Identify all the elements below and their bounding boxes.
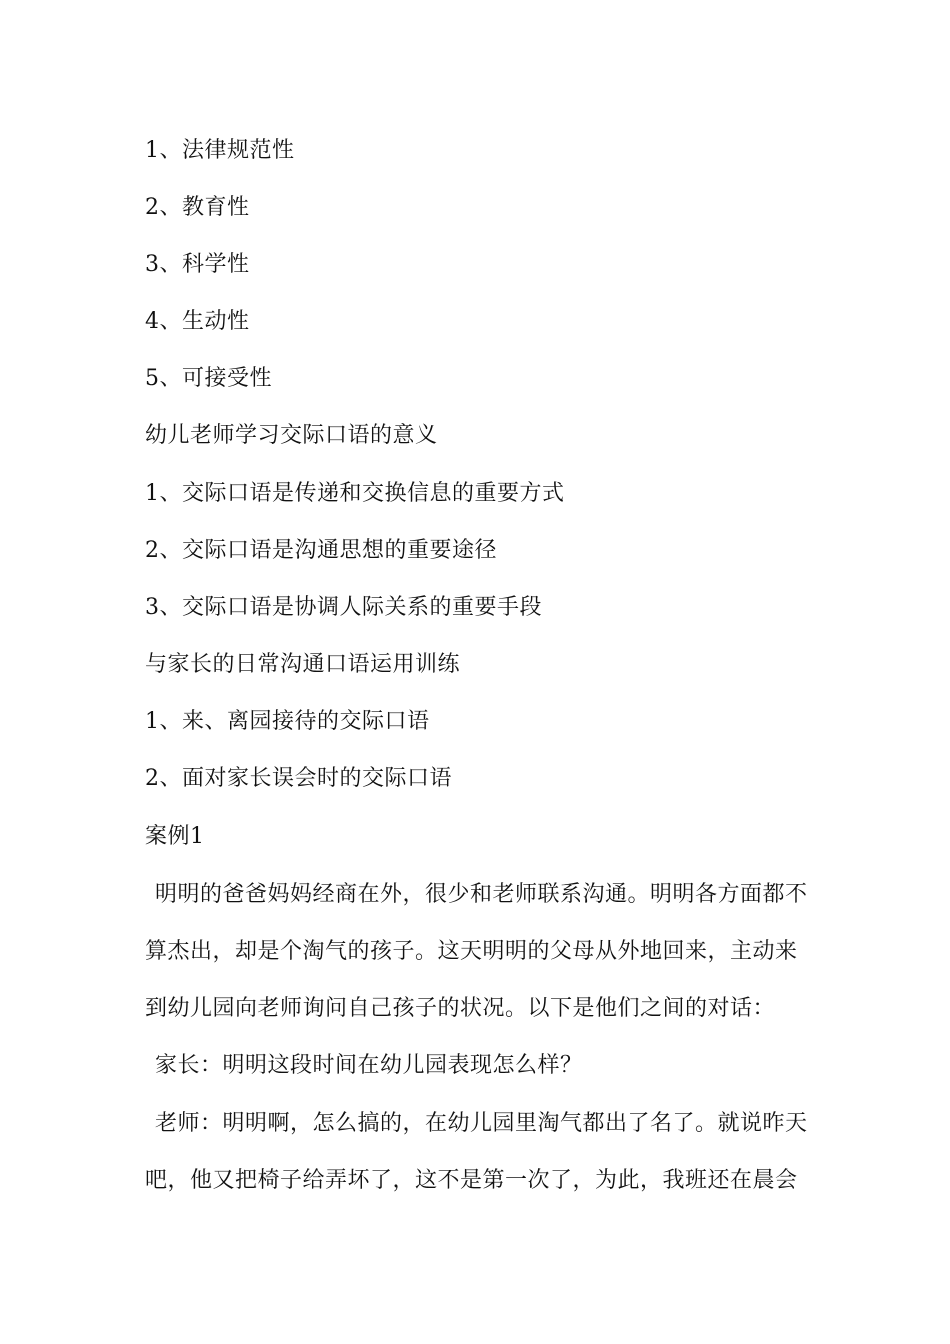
case-title: 案例1 (145, 824, 205, 849)
section-heading: 与家长的日常沟通口语运用训练 (145, 652, 461, 677)
list-item: 3、交际口语是协调人际关系的重要手段 (145, 595, 542, 620)
list-item: 1、法律规范性 (145, 138, 295, 163)
paragraph-line: 算杰出，却是个淘气的孩子。这天明明的父母从外地回来，主动来 (145, 939, 798, 964)
list-item: 4、生动性 (145, 309, 250, 334)
list-item: 3、科学性 (145, 252, 250, 277)
paragraph-line: 到幼儿园向老师询问自己孩子的状况。以下是他们之间的对话： (145, 996, 776, 1021)
dialogue-parent: 家长：明明这段时间在幼儿园表现怎么样？ (155, 1053, 583, 1078)
list-item: 2、交际口语是沟通思想的重要途径 (145, 538, 497, 563)
list-item: 2、教育性 (145, 195, 250, 220)
list-item: 5、可接受性 (145, 366, 272, 391)
list-item: 1、交际口语是传递和交换信息的重要方式 (145, 481, 565, 506)
paragraph-line: 明明的爸爸妈妈经商在外，很少和老师联系沟通。明明各方面都不 (155, 882, 808, 907)
dialogue-teacher-line: 老师：明明啊，怎么搞的，在幼儿园里淘气都出了名了。就说昨天 (155, 1111, 808, 1136)
dialogue-teacher-line: 吧，他又把椅子给弄坏了，这不是第一次了，为此，我班还在晨会 (145, 1168, 798, 1193)
list-item: 1、来、离园接待的交际口语 (145, 709, 430, 734)
section-heading: 幼儿老师学习交际口语的意义 (145, 423, 438, 448)
list-item: 2、面对家长误会时的交际口语 (145, 766, 452, 791)
